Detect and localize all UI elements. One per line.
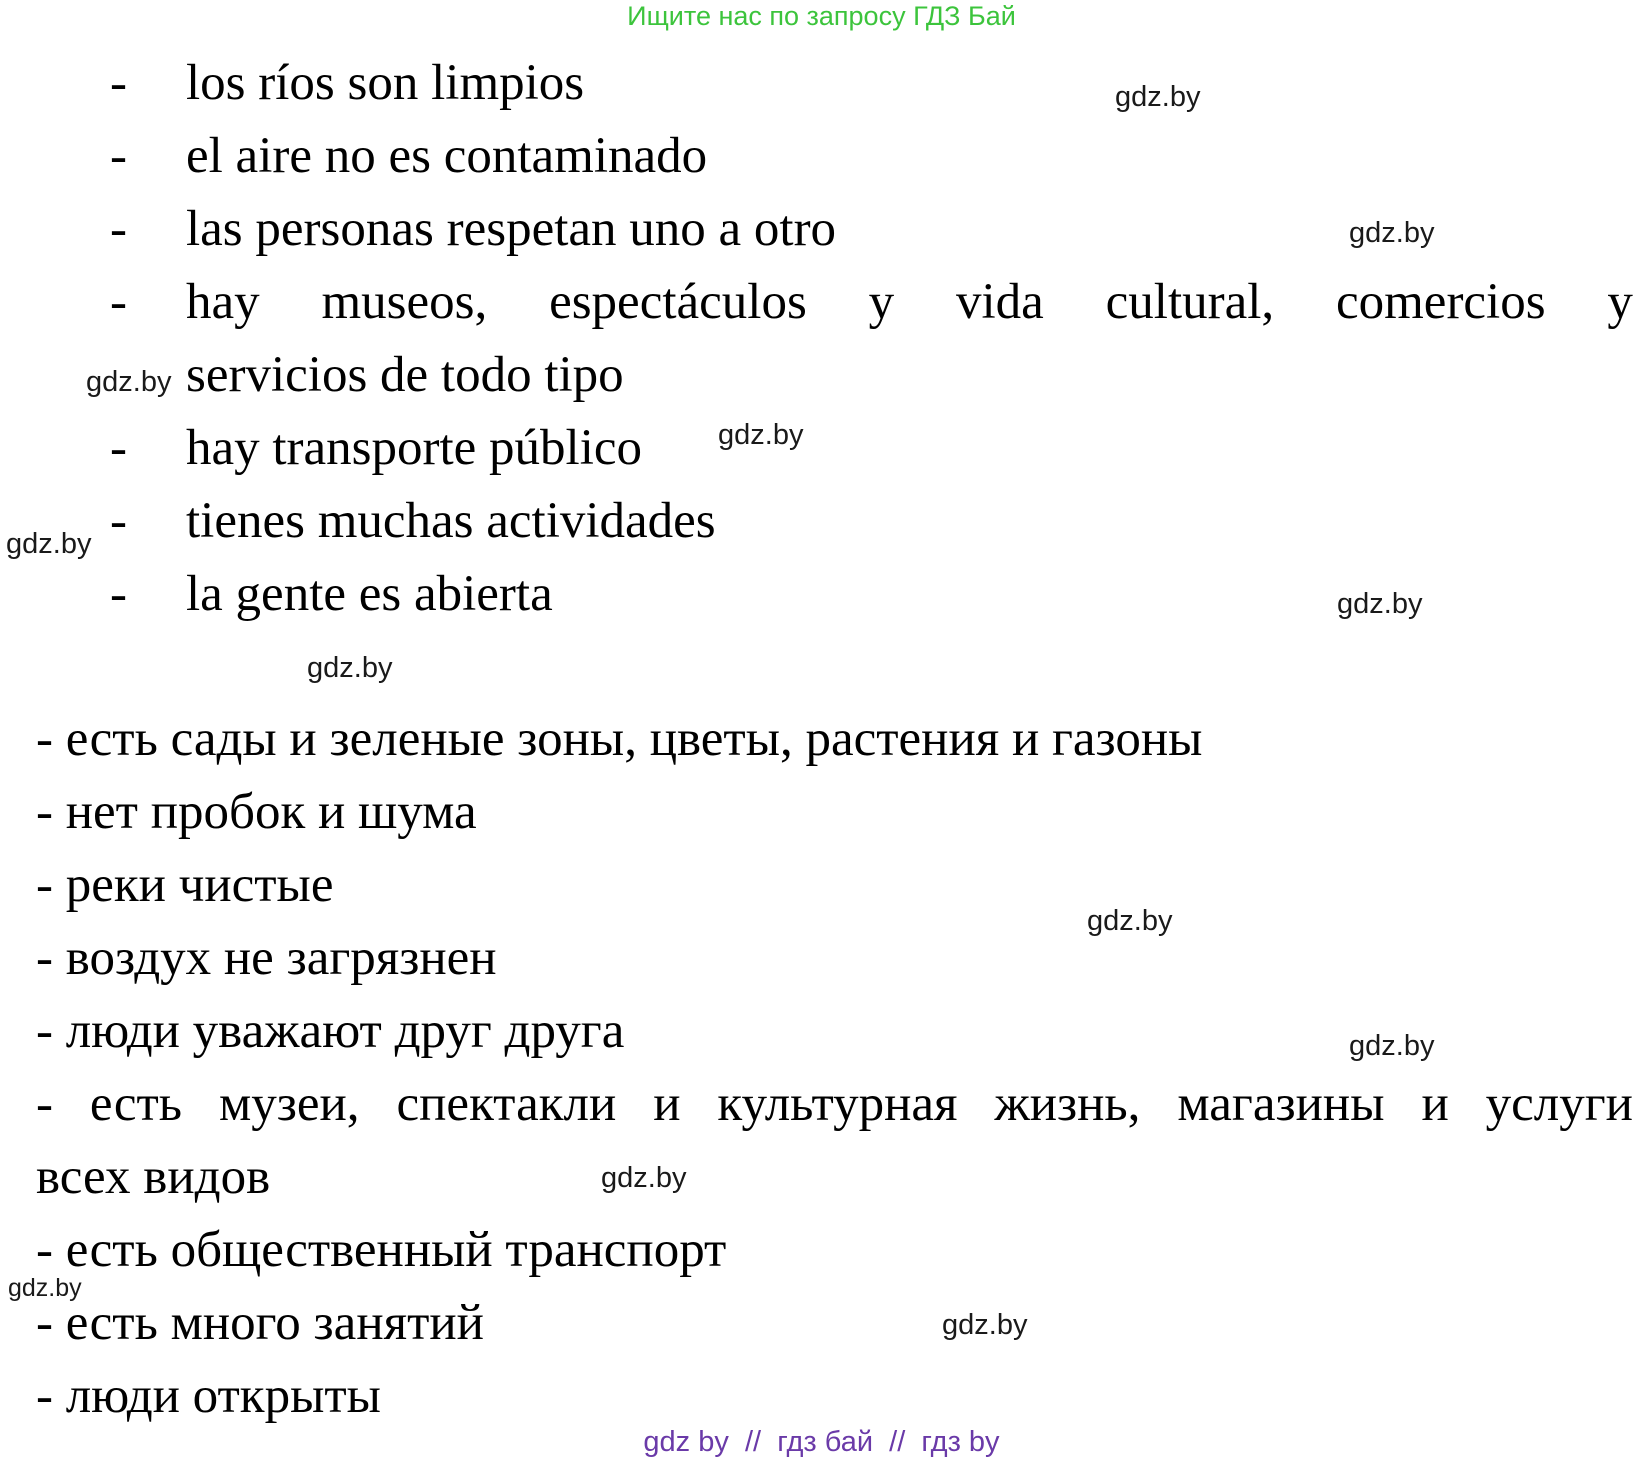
- list-item-text: - воздух не загрязнен: [36, 930, 497, 986]
- list-dash: -: [110, 493, 127, 549]
- watermark: gdz.by: [1115, 81, 1201, 113]
- word: y: [1607, 274, 1633, 330]
- word: cultural,: [1105, 274, 1275, 330]
- search-banner-text: Ищите нас по запросу ГДЗ Бай: [627, 1, 1016, 31]
- footer-text: gdz by // гдз бай // гдз by: [643, 1426, 1000, 1458]
- word: museos,: [321, 274, 488, 330]
- list-item-text: las personas respetan uno a otro: [186, 201, 837, 257]
- list-item-text: всех видов: [36, 1149, 271, 1205]
- list-dash: -: [110, 274, 127, 330]
- list-item-text: la gente es abierta: [186, 566, 553, 622]
- word: comercios: [1336, 274, 1546, 330]
- watermark: gdz.by: [8, 1274, 82, 1302]
- list-item-text: los ríos son limpios: [186, 55, 585, 111]
- list-dash: -: [110, 128, 127, 184]
- word: и: [1421, 1076, 1449, 1132]
- word: -: [36, 1076, 53, 1132]
- watermark: gdz.by: [1337, 588, 1423, 620]
- list-item-text: - люди открыты: [36, 1368, 381, 1424]
- watermark: gdz.by: [1349, 217, 1435, 249]
- word: espectáculos: [549, 274, 807, 330]
- watermark: gdz.by: [601, 1162, 687, 1194]
- watermark: gdz.by: [86, 366, 172, 398]
- search-banner: [0, 0, 1643, 32]
- list-item-text: - есть много занятий: [36, 1295, 484, 1351]
- watermark: gdz.by: [6, 528, 92, 560]
- word: культурная: [717, 1076, 958, 1132]
- word: услуги: [1485, 1076, 1633, 1132]
- watermark: gdz.by: [307, 652, 393, 684]
- list-item-text: - нет пробок и шума: [36, 784, 477, 840]
- footer-banner: [0, 1425, 1643, 1460]
- list-item-text: hay transporte público: [186, 420, 643, 476]
- watermark: gdz.by: [1087, 905, 1173, 937]
- list-dash: -: [110, 55, 127, 111]
- list-item-text: tienes muchas actividades: [186, 493, 716, 549]
- list-dash: -: [110, 566, 127, 622]
- word: и: [653, 1076, 681, 1132]
- word: hay: [186, 274, 260, 330]
- list-item-text: - есть сады и зеленые зоны, цветы, растения и газоны: [36, 711, 1203, 767]
- watermark: gdz.by: [718, 419, 804, 451]
- word: есть: [89, 1076, 183, 1132]
- list-dash: -: [110, 201, 127, 257]
- watermark: gdz.by: [942, 1309, 1028, 1341]
- list-item-text-justified: [186, 274, 1633, 330]
- word: жизнь,: [994, 1076, 1141, 1132]
- list-item-text-justified: [36, 1076, 1633, 1132]
- word: y: [868, 274, 895, 330]
- word: vida: [955, 274, 1044, 330]
- list-item-text: servicios de todo tipo: [186, 347, 624, 403]
- word: спектакли: [396, 1076, 617, 1132]
- list-item-text: - люди уважают друг друга: [36, 1003, 625, 1059]
- word: магазины: [1177, 1076, 1385, 1132]
- list-item-text: - реки чистые: [36, 857, 334, 913]
- word: музеи,: [218, 1076, 360, 1132]
- list-dash: -: [110, 420, 127, 476]
- list-item-text: el aire no es contaminado: [186, 128, 708, 184]
- list-item-text: - есть общественный транспорт: [36, 1222, 727, 1278]
- watermark: gdz.by: [1349, 1030, 1435, 1062]
